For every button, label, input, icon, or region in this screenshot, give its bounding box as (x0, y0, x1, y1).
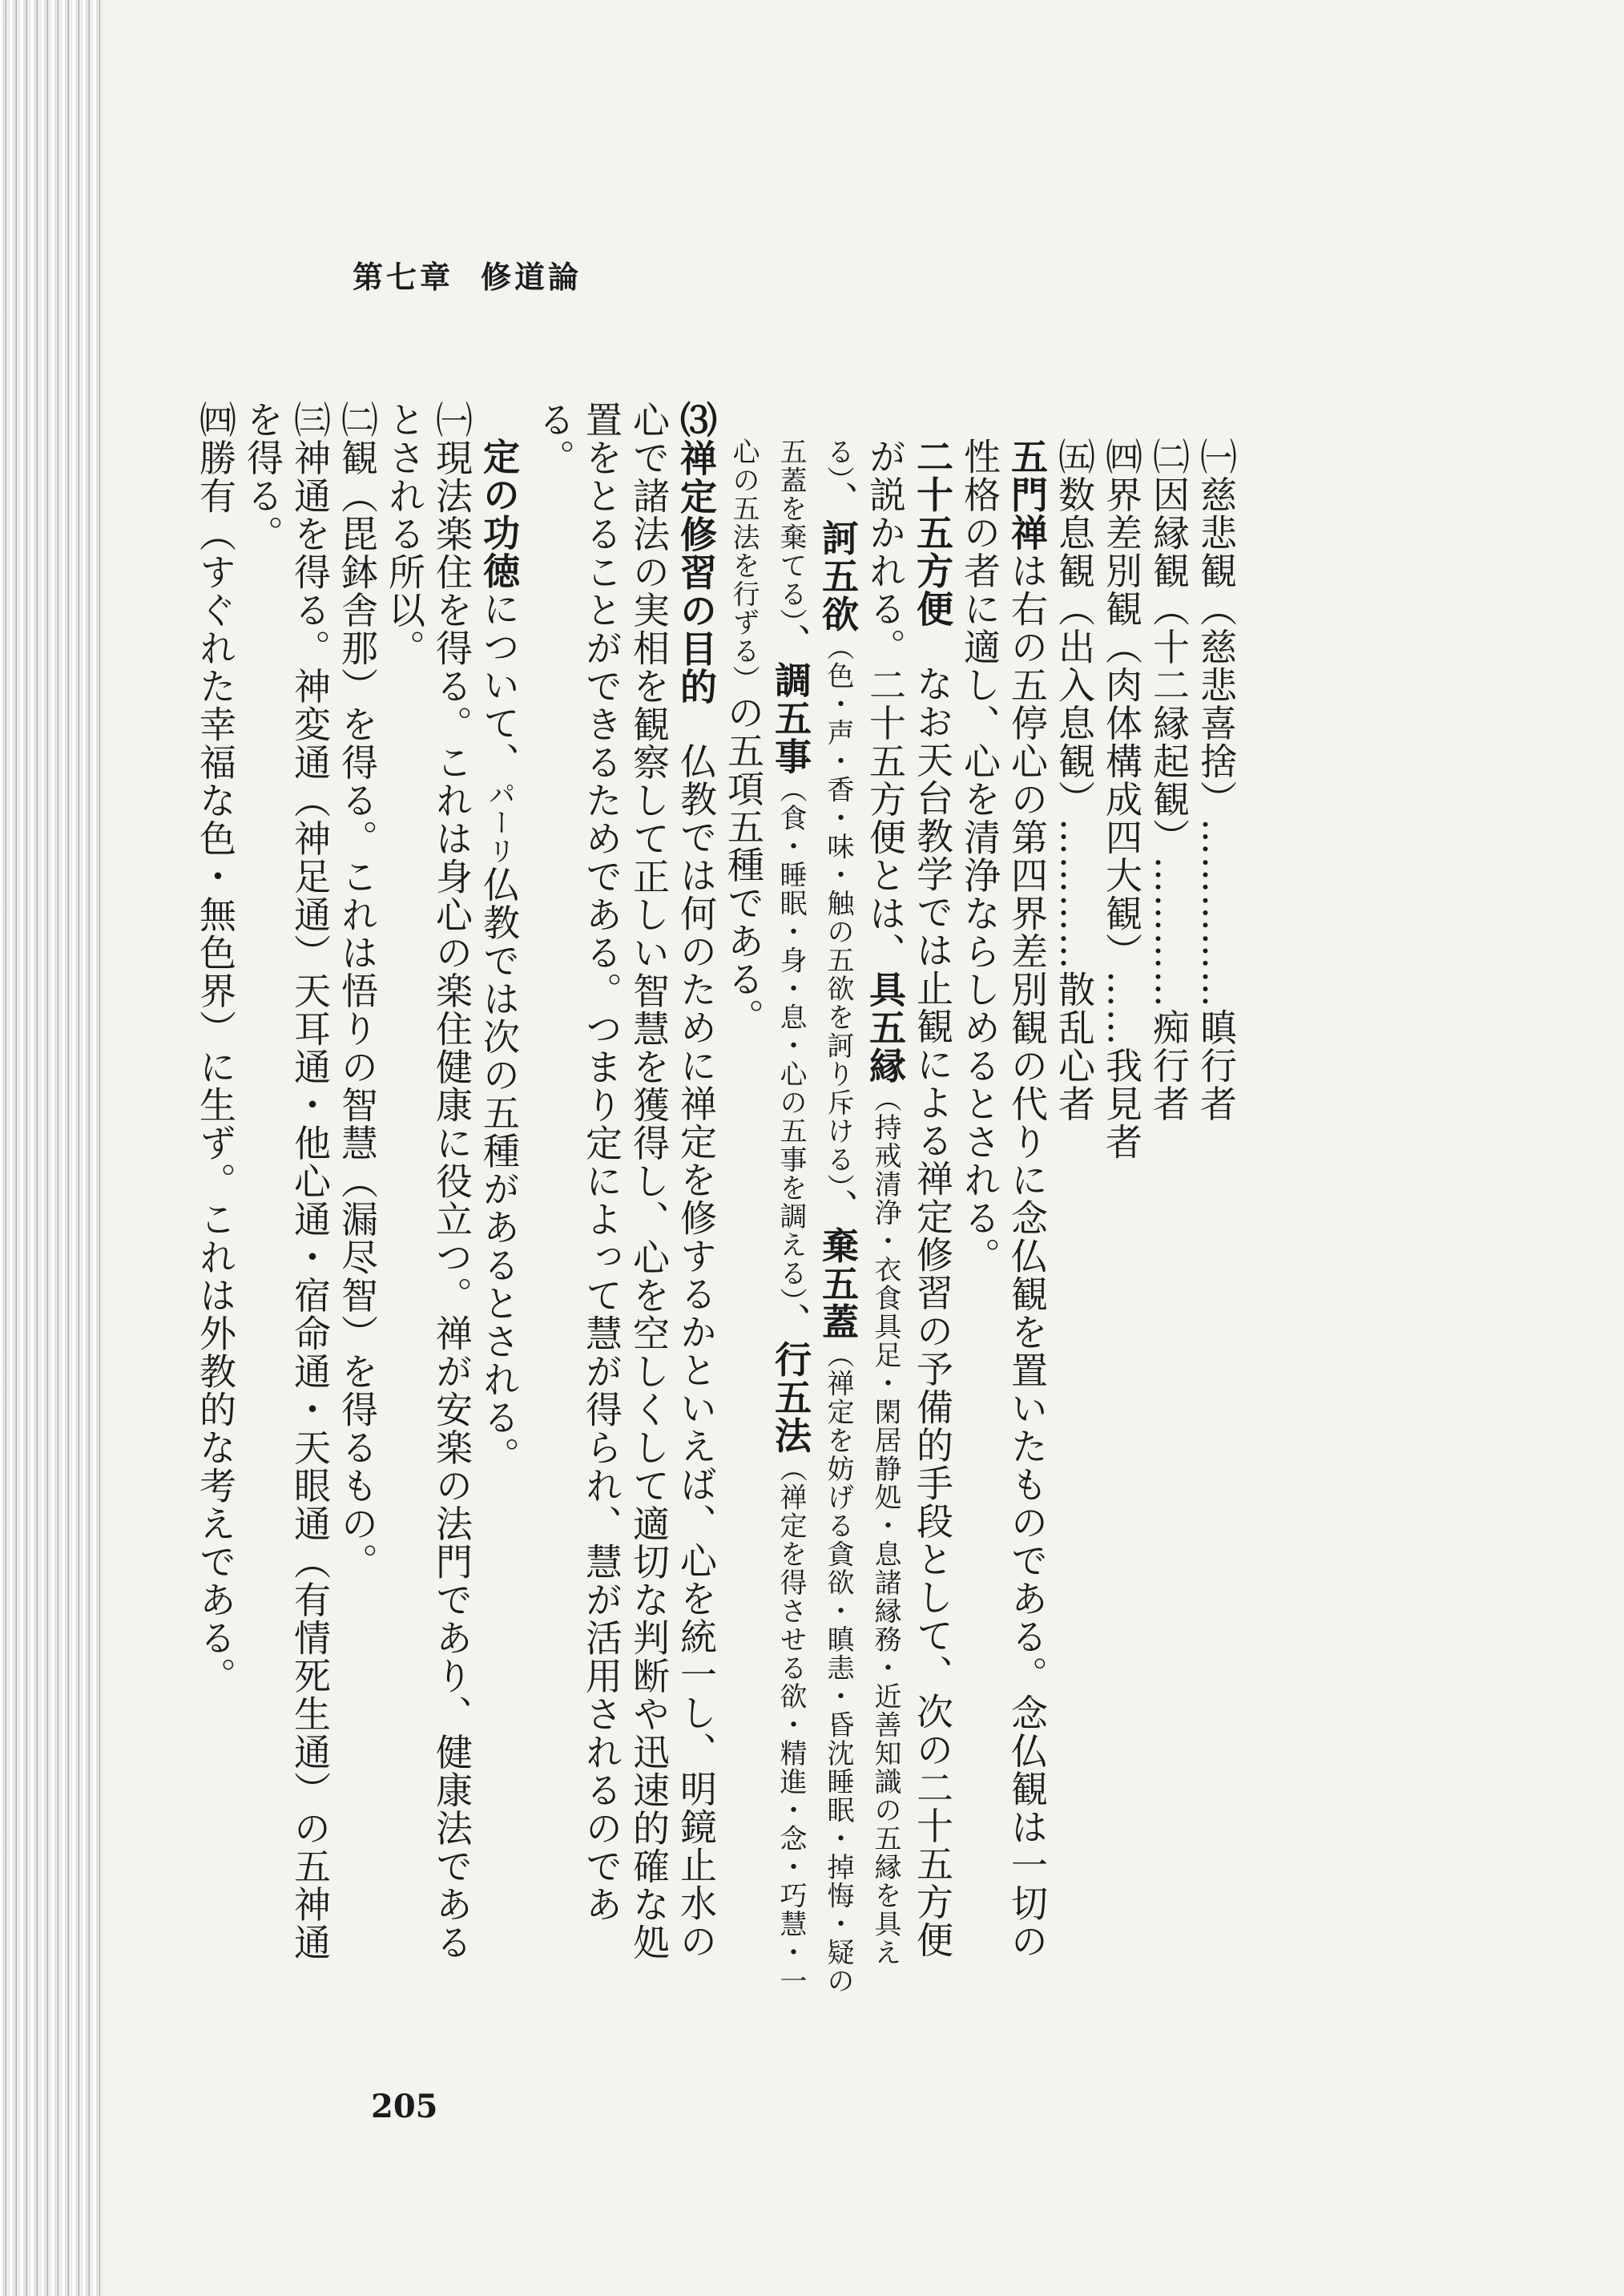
section-3: ⑶禅定修習の目的仏教では何のために禅定を修するかといえば、心を統一し、明鏡止水の心で諸法の実相を観察して正しい智慧を獲得し、心を空しくして適切な判断や迅速的確な処置をとることができるためである。つまり定によって慧が得られ、慧が活用されるのである。 (533, 401, 718, 1962)
chapter-title: 修道論 (481, 259, 582, 295)
vertical-text-body (194, 401, 1239, 1995)
page-number: 205 (371, 2088, 438, 2125)
merit-item: ㈢神通を得る。神変通（神足通）天耳通・他心通・宿命通・天眼通（有情死生通）の五神通を得る。 (241, 401, 332, 1962)
paragraph-25-hoben: 二十五方便なお天台教学では止観による禅定修習の予備的手段として、次の二十五方便が説かれる。二十五方便とは、具五縁（持戒清浄・衣食具足・閑居静処・息諸縁務・近善知識の五縁を具える）、訶五欲（色・声・香・味・触の五欲を訶り斥ける）、棄五蓋（禅定を妨げる貪欲・瞋恚・昏沈睡眠・掉悔・疑の五蓋を棄てる）、調五事（食・睡眠・身・息・心の五事を調える）、行五法（禅定を得させる欲・精進・念・巧慧・一心の五法を行ずる）の五項五種である。 (722, 438, 954, 1995)
merit-item: ㈡観（毘鉢舎那）を得る。これは悟りの智慧（漏尽智）を得るもの。 (336, 401, 379, 1581)
merit-item: ㈣勝有（すぐれた幸福な色・無色界）に生ず。これは外教的な考えである。 (194, 401, 237, 1695)
merit-item: ㈠現法楽住を得る。これは身心の楽住健康に役立つ。禅が安楽の法門であり、健康法であるとされる所以。 (383, 401, 473, 1962)
list-item: ㈣界差別観（肉体構成四大観）……我見者 (1100, 438, 1143, 1161)
merits-intro: 定の功徳について、パーリ仏教では次の五種があるとされる。 (478, 438, 521, 1475)
list-item: ㈤数息観（出入息観）…………散乱心者 (1053, 438, 1096, 1123)
chapter-label: 第七章 (353, 259, 454, 295)
binding-edge (0, 0, 104, 2296)
paragraph-gomonzen: 五門禅は右の五停心の第四界差別観の代りに念仏観を置いたものである。念仏観は一切の性格の者に適し、心を清浄ならしめるとされる。 (958, 438, 1049, 1960)
list-item: ㈡因縁観（十二縁起観）…………痴行者 (1147, 438, 1191, 1123)
running-header (353, 252, 582, 297)
list-item: ㈠慈悲観（慈悲喜捨）……………瞋行者 (1195, 438, 1238, 1123)
